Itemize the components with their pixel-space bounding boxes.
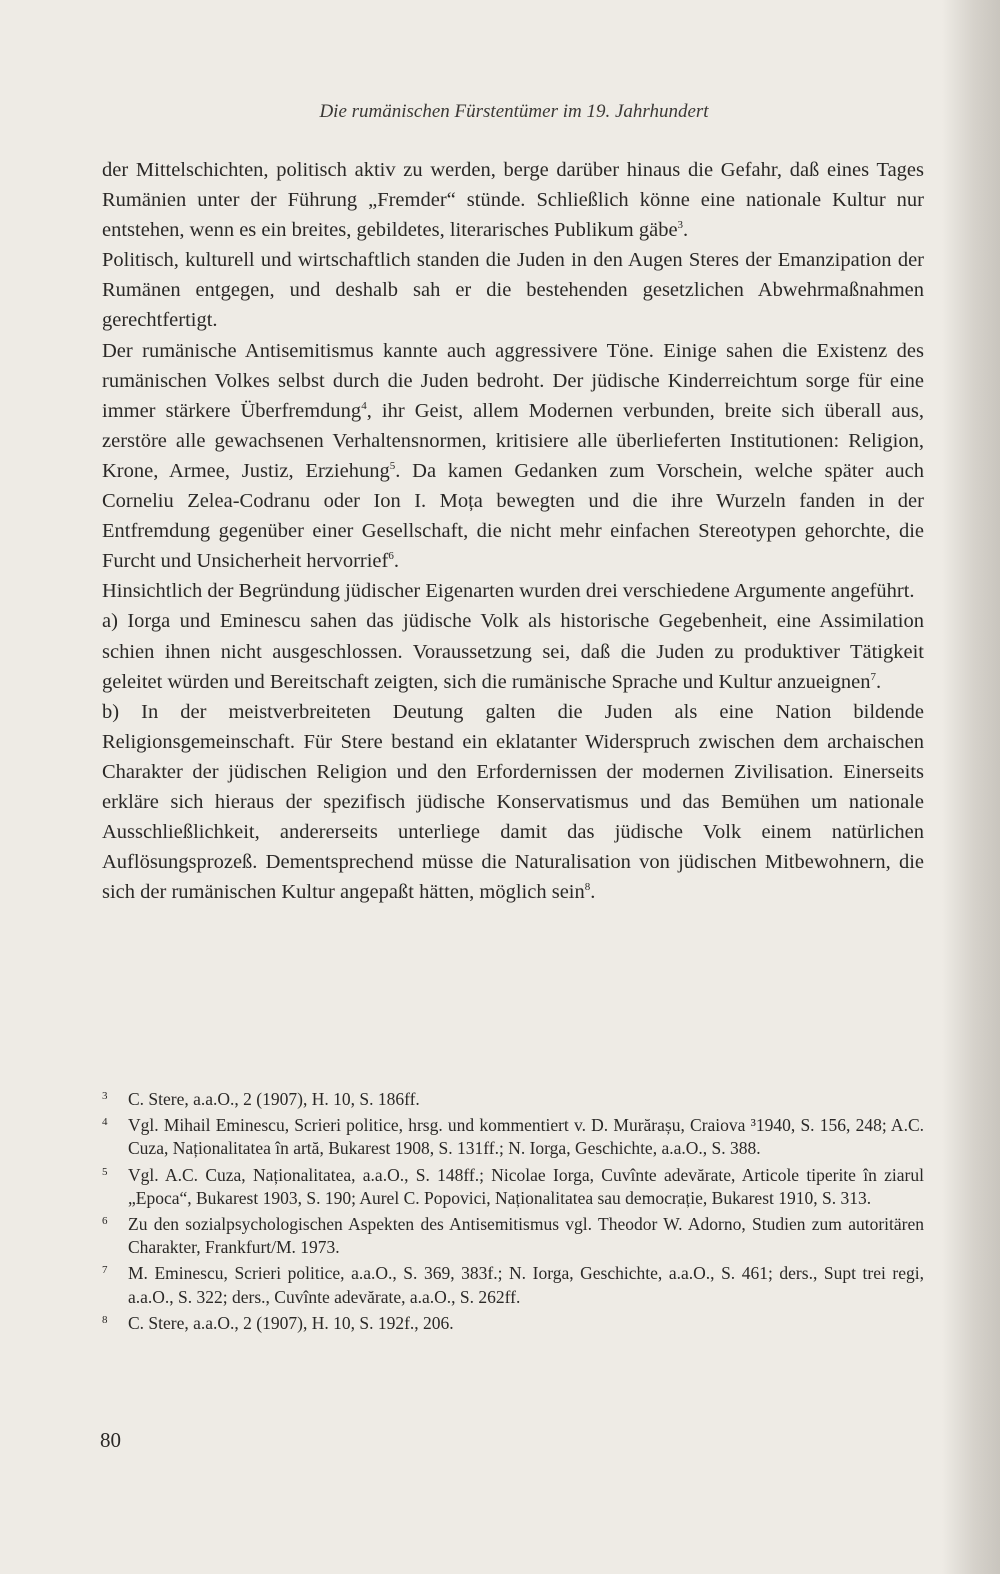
paragraph-text: , ihr Geist, allem Modernen verbunden, breite sich überall aus, zerstöre alle gewachsenen Verhaltensnormen, kritisiere alle überlieferten Institutionen: Religion, Krone, Armee, Justiz, Erziehung [102, 399, 924, 482]
footnote-text: Zu den sozialpsychologischen Aspekten des Antisemitismus vgl. Theodor W. Adorno, Studien zum autoritären Charakter, Frankfurt/M. 1973. [128, 1214, 924, 1258]
footnote [102, 1088, 924, 1111]
paragraph-text: Der rumänische Antisemitismus kannte auch aggressivere Töne. Einige sahen die Existenz des rumänischen Volkes selbst durch die Juden bedroht. Der jüdische Kinderreichtum sorge für eine immer stärkere Überfremdung [102, 339, 924, 422]
page-edge-shadow [942, 0, 1000, 1574]
footnote-number: 7 [102, 1264, 108, 1277]
footnote-ref[interactable]: 8 [584, 881, 591, 894]
footnote-text: C. Stere, a.a.O., 2 (1907), H. 10, S. 192f., 206. [128, 1312, 454, 1333]
paragraph-end: . [683, 219, 689, 242]
footnote-text: Vgl. Mihail Eminescu, Scrieri politice, hrsg. und kommentiert v. D. Murărașu, Craiova ³1940, S. 156, 248; A.C. Cuza, Naționalitatea în artă, Bukarest 1908, S. 131ff.; N. Iorga, Geschichte, a.a.O., S. 388. [128, 1115, 924, 1159]
footnote-ref[interactable]: 7 [870, 670, 876, 683]
paragraph-text: der Mittelschichten, politisch aktiv zu werden, berge darüber hinaus die Gefahr, daß eines Tages Rumänien unter der Führung „Fremder“ stünde. Schließlich könne eine nationale Kultur nur entstehen, wenn es ein breites, gebildetes, literarisches Publikum gäbe [102, 159, 924, 242]
paragraph-end: . [590, 881, 596, 904]
footnote-number: 8 [102, 1313, 108, 1326]
paragraph-text: . Da kamen Gedanken zum Vorschein, welche später auch Corneliu Zelea-Codranu oder Ion I. Moța bewegten und die ihre Wurzeln fanden in der Entfremdung gegenüber einer Gesellschaft, die nicht mehr einfachen Stereotypen gehorchte, die Furcht und Unsicherheit hervorrief [102, 459, 925, 573]
paragraph-text: a) Iorga und Eminescu sahen das jüdische Volk als historische Gegebenheit, eine Assimilation schien ihnen nicht ausgeschlossen. Voraussetzung sei, daß die Juden zu produktiver Tätigkeit geleitet würden und Bereitschaft zeigten, sich die rumänische Sprache und Kultur anzueignen [102, 610, 924, 693]
body-text [102, 155, 924, 907]
paragraph [102, 576, 924, 606]
paragraph [102, 697, 924, 908]
paragraph-text: b) In der meistverbreiteten Deutung galten die Juden als eine Nation bildende Religionsgemeinschaft. Für Stere bestand ein eklatanter Widerspruch zwischen dem archaischen Charakter der jüdischen Religion und den Erfordernissen der modernen Zivilisation. Einerseits erkläre sich hieraus der spezifisch jüdische Konservatismus und das Bemühen um nationale Ausschließlichkeit, andererseits unterliege damit das jüdische Volk einem natürlichen Auflösungsprozeß. Dementsprechend müsse die Naturalisation von jüdischen Mitbewohnern, die sich der rumänischen Kultur angepaßt hätten, möglich sein [102, 700, 924, 904]
footnote-text: Vgl. A.C. Cuza, Naționalitatea, a.a.O., S. 148ff.; Nicolae Iorga, Cuvînte adevărate, Articole tiperite în ziarul „Epoca“, Bukarest 1903, S. 190; Aurel C. Popovici, Naționalitatea sau democrație, Bukarest 1910, S. 313. [128, 1164, 924, 1208]
paragraph [102, 336, 924, 577]
footnote-ref[interactable]: 3 [677, 219, 684, 232]
footnote [102, 1164, 924, 1210]
footnote-number: 6 [102, 1215, 108, 1228]
footnote-ref[interactable]: 5 [389, 460, 396, 473]
paragraph [102, 606, 924, 696]
paragraph-text: Hinsichtlich der Begründung jüdischer Eigenarten wurden drei verschiedene Argumente angeführt. [102, 580, 915, 603]
footnote-number: 4 [102, 1116, 108, 1129]
footnote [102, 1213, 924, 1259]
paragraph-end: . [393, 550, 399, 573]
footnote [102, 1312, 924, 1335]
footnote-number: 3 [102, 1090, 108, 1102]
footnote-text: M. Eminescu, Scrieri politice, a.a.O., S. 369, 383f.; N. Iorga, Geschichte, a.a.O., S. 461; ders., Supt trei regi, a.a.O., S. 322; ders., Cuvînte adevărate, a.a.O., S. 262ff. [128, 1263, 924, 1307]
paragraph-end: . [875, 670, 882, 693]
footnote [102, 1114, 924, 1160]
footnote-text: C. Stere, a.a.O., 2 (1907), H. 10, S. 186ff. [128, 1089, 420, 1109]
footnote-number: 5 [102, 1165, 108, 1178]
footnote [102, 1262, 924, 1308]
footnotes [102, 1088, 924, 1338]
paragraph-text: Politisch, kulturell und wirtschaftlich standen die Juden in den Augen Steres der Emanzipation der Rumänen entgegen, und deshalb sah er die bestehenden gesetzlichen Abwehrmaßnahmen gerechtfertigt. [102, 249, 924, 332]
paragraph [102, 245, 924, 335]
paragraph [102, 155, 924, 245]
page-number: 80 [100, 1428, 121, 1452]
footnote-ref[interactable]: 6 [388, 550, 394, 563]
footnote-ref[interactable]: 4 [361, 399, 367, 412]
running-header: Die rumänischen Fürstentümer im 19. Jahrhundert [319, 101, 709, 122]
